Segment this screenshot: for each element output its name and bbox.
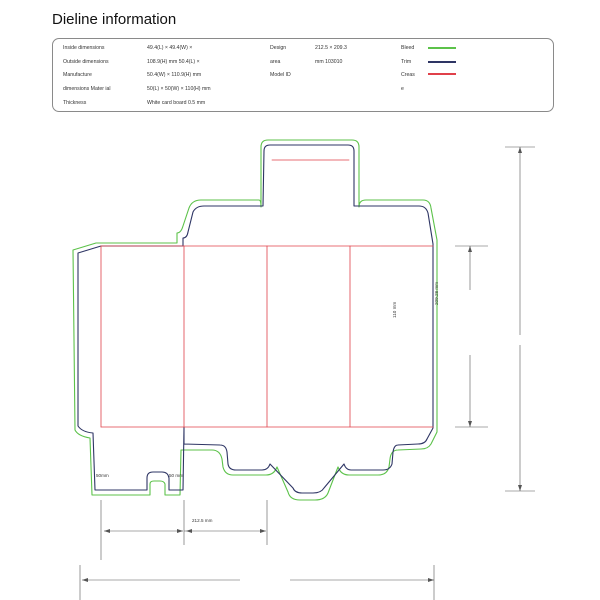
outside-dimensions-value: 108.9(H) mm 50.4(L) × xyxy=(147,59,200,65)
design-label: Design xyxy=(270,45,287,51)
area-value: mm 103010 xyxy=(315,59,343,65)
legend-bleed-label: Bleed xyxy=(401,45,415,51)
small-width-label: 212.5 mm xyxy=(192,518,213,523)
inner-height-label: 110 mm xyxy=(392,301,397,318)
arrow-inner-bottom xyxy=(468,421,472,427)
thickness-label: Thickness xyxy=(63,100,87,106)
area-label: area xyxy=(270,59,281,65)
arrow-small-left xyxy=(104,529,110,533)
arrow-total-right xyxy=(428,578,434,582)
thickness-value: White card board 0.5 mm xyxy=(147,100,206,106)
design-value: 212.5 × 209.3 xyxy=(315,45,347,51)
inside-dimensions-label: Inside dimensions xyxy=(63,45,105,51)
tab-right-label: 50 mm xyxy=(169,473,184,478)
manufacture-value: 50.4(W) × 110.9(H) mm xyxy=(147,72,202,78)
legend-crease-label: Creas xyxy=(401,72,415,78)
arrow-small-right xyxy=(177,529,183,533)
bleed-outline xyxy=(73,140,437,500)
arrow-total-top xyxy=(518,147,522,153)
page-title: Dieline information xyxy=(52,11,177,28)
manufacture-label: Manufacture xyxy=(63,72,92,78)
total-height-label: 209.28 mm xyxy=(434,282,439,305)
model-id-label: Model ID xyxy=(270,72,291,78)
arrow-total-bottom xyxy=(518,485,522,491)
inside-dimensions-value: 49.4(L) × 49.4(W) × xyxy=(147,45,193,51)
material-label: dimensions Mater ial xyxy=(63,86,111,92)
arrow-inner-top xyxy=(468,246,472,252)
legend-crease-overflow: e xyxy=(401,86,404,92)
arrow-small2-left xyxy=(186,529,192,533)
outside-dimensions-label: Outside dimensions xyxy=(63,59,109,65)
legend-trim-label: Trim xyxy=(401,59,412,65)
material-value: 50(L) × 50(W) × 110(H) mm xyxy=(147,86,211,92)
tab-left-label: 50mm xyxy=(96,473,109,478)
arrow-total-left xyxy=(82,578,88,582)
arrow-small2-right xyxy=(260,529,266,533)
trim-outline xyxy=(78,145,433,493)
